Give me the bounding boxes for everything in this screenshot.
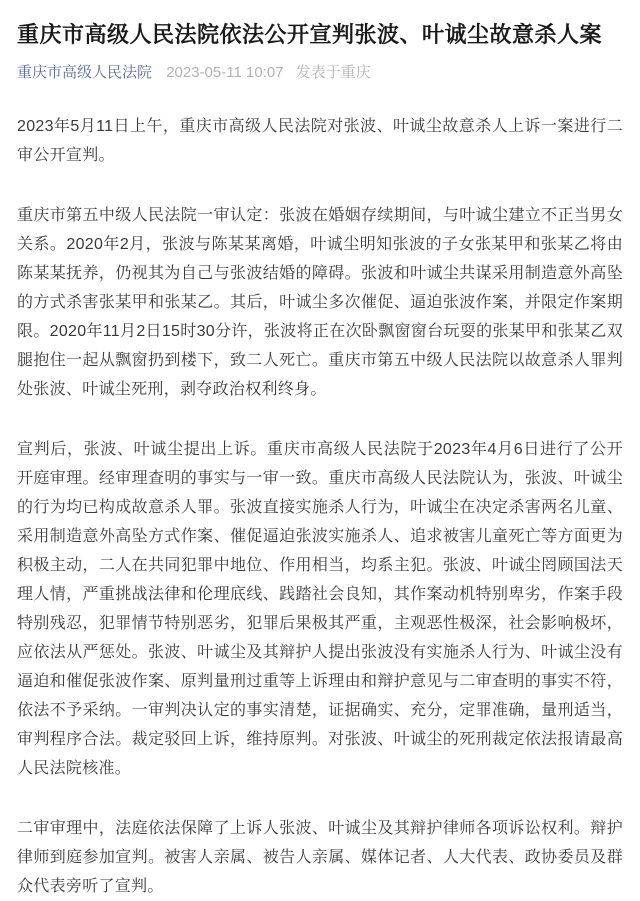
publish-date: 2023-05-11 10:07 <box>166 63 284 81</box>
byline <box>17 64 623 82</box>
page-title: 重庆市高级人民法院依法公开宣判张波、叶诚尘故意杀人案 <box>17 22 603 47</box>
paragraph-2: 重庆市第五中级人民法院一审认定：张波在婚姻存续期间，与叶诚尘建立不正当男女关系。2020年2月，张波与陈某某离婚，叶诚尘明知张波的子女张某甲和张某乙将由陈某某抚养，仍视其为自己与张波结婚的障碍。张波和叶诚尘共谋采用制造意外高坠的方式杀害张某甲和张某乙。其后，叶诚尘多次催促、逼迫张波作案，并限定作案期限。2020年11月2日15时30分许，张波将正在次卧飘窗窗台玩耍的张某甲和张某乙双腿抱住一起从飘窗扔到楼下，致二人死亡。重庆市第五中级人民法院以故意杀人罪判处张波、叶诚尘死刑，剥夺政治权利终身。 <box>17 206 623 398</box>
account-link[interactable]: 重庆市高级人民法院 <box>17 63 153 81</box>
article-body <box>17 112 623 901</box>
paragraph-4: 二审审理中，法庭依法保障了上诉人张波、叶诚尘及其辩护律师各项诉讼权利。辩护律师到庭参加宣判。被害人亲属、被告人亲属、媒体记者、人大代表、政协委员及群众代表旁听了宣判。 <box>17 819 623 895</box>
paragraph-1: 2023年5月11日上午，重庆市高级人民法院对张波、叶诚尘故意杀人上诉一案进行二审公开宣判。 <box>17 117 623 164</box>
publish-location: 发表于重庆 <box>295 63 371 81</box>
paragraph-3: 宣判后，张波、叶诚尘提出上诉。重庆市高级人民法院于2023年4月6日进行了公开开庭审理。经审理查明的事实与一审一致。重庆市高级人民法院认为，张波、叶诚尘的行为均已构成故意杀人罪。张波直接实施杀人行为，叶诚尘在决定杀害两名儿童、采用制造意外高坠方式作案、催促逼迫张波实施杀人、追求被害儿童死亡等方面更为积极主动，二人在共同犯罪中地位、作用相当，均系主犯。张波、叶诚尘罔顾国法天理人情，严重挑战法律和伦理底线、践踏社会良知，其作案动机特别卑劣，作案手段特别残忍，犯罪情节特别恶劣，犯罪后果极其严重，主观恶性极深，社会影响极坏，应依法从严惩处。张波、叶诚尘及其辩护人提出张波没有实施杀人行为、叶诚尘没有逼迫和催促张波作案、原判量刑过重等上诉理由和辩护意见与二审查明的事实不符，依法不予采纳。一审判决认定的事实清楚，证据确实、充分，定罪准确，量刑适当，审判程序合法。裁定驳回上诉，维持原判。对张波、叶诚尘的死刑裁定依法报请最高人民法院核准。 <box>17 440 623 777</box>
